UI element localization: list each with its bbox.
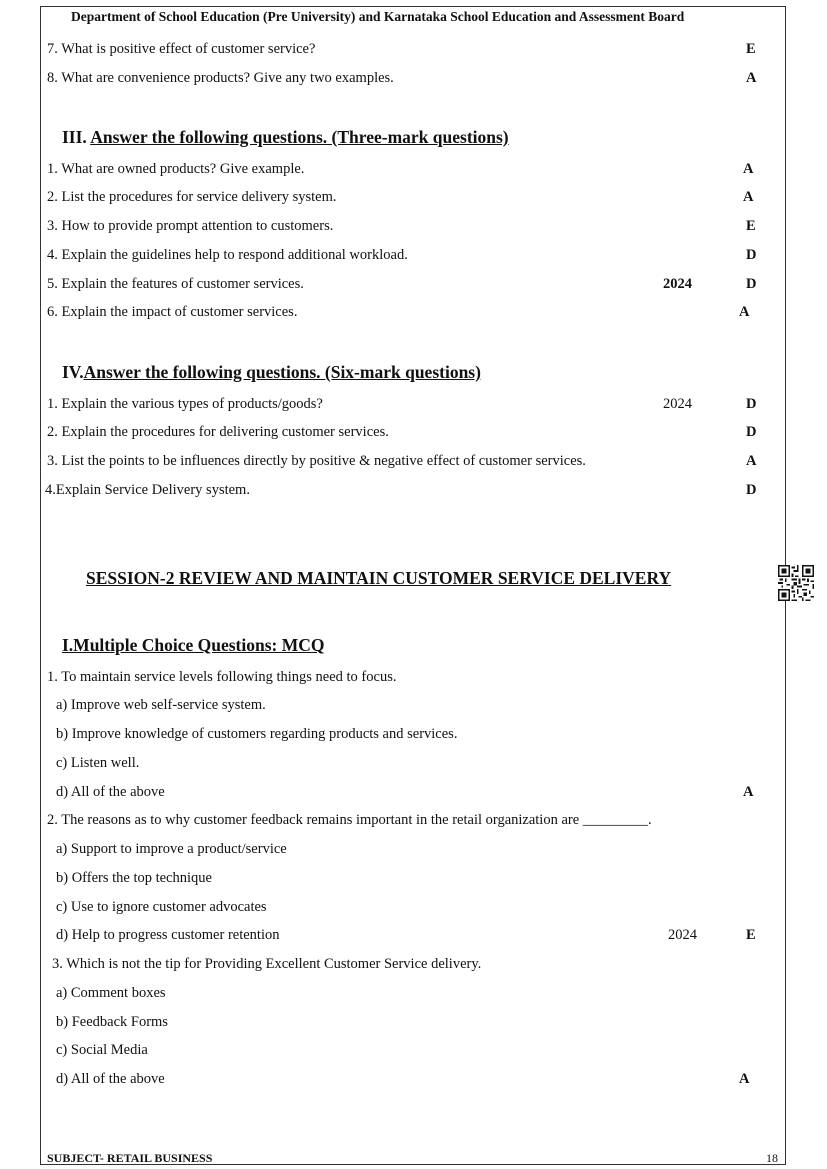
question-text: 5. Explain the features of customer services. bbox=[47, 276, 304, 292]
answer-mark: E bbox=[746, 41, 756, 57]
option-text: c) Listen well. bbox=[56, 755, 140, 771]
answer-mark: A bbox=[739, 1071, 750, 1087]
question-text: 7. What is positive effect of customer service? bbox=[47, 41, 316, 57]
question-text: 4. Explain the guidelines help to respond additional workload. bbox=[47, 247, 408, 263]
year-label: 2024 bbox=[663, 276, 692, 292]
option-text: d) All of the above bbox=[56, 1071, 165, 1087]
page-header: Department of School Education (Pre University) and Karnataka School Education and Assessment Board bbox=[71, 9, 685, 24]
option-text: b) Feedback Forms bbox=[56, 1014, 168, 1030]
section-heading-six-mark bbox=[62, 362, 481, 383]
question-text: 2. List the procedures for service delivery system. bbox=[47, 189, 337, 205]
answer-mark: D bbox=[746, 482, 757, 498]
option-text: a) Support to improve a product/service bbox=[56, 841, 287, 857]
question-text: 1. What are owned products? Give example. bbox=[47, 161, 305, 177]
section-title: Answer the following questions. (Six-mark questions) bbox=[83, 362, 481, 382]
section-heading-three-mark bbox=[62, 127, 509, 148]
question-text: 8. What are convenience products? Give any two examples. bbox=[47, 70, 394, 86]
option-text: b) Improve knowledge of customers regarding products and services. bbox=[56, 726, 458, 742]
answer-mark: A bbox=[743, 189, 754, 205]
answer-mark: A bbox=[743, 161, 754, 177]
answer-mark: E bbox=[746, 927, 756, 943]
option-text: a) Improve web self-service system. bbox=[56, 697, 266, 713]
answer-mark: D bbox=[746, 424, 757, 440]
section-number: IV. bbox=[62, 362, 84, 382]
footer-subject: SUBJECT- RETAIL BUSINESS bbox=[47, 1151, 213, 1165]
answer-mark: A bbox=[743, 784, 754, 800]
answer-mark: D bbox=[746, 247, 757, 263]
year-label: 2024 bbox=[663, 396, 692, 412]
option-text: c) Use to ignore customer advocates bbox=[56, 899, 267, 915]
option-text: c) Social Media bbox=[56, 1042, 148, 1058]
question-text: 3. How to provide prompt attention to customers. bbox=[47, 218, 334, 234]
mcq-heading: I.Multiple Choice Questions: MCQ bbox=[62, 635, 325, 655]
answer-mark: A bbox=[739, 304, 750, 320]
section-number: III. bbox=[62, 127, 87, 147]
qr-code-icon bbox=[778, 565, 814, 601]
answer-mark: D bbox=[746, 396, 757, 412]
option-text: b) Offers the top technique bbox=[56, 870, 212, 886]
year-label: 2024 bbox=[668, 927, 697, 943]
question-text: 2. The reasons as to why customer feedback remains important in the retail organization are _________. bbox=[47, 812, 652, 828]
answer-mark: E bbox=[746, 218, 756, 234]
option-text: a) Comment boxes bbox=[56, 985, 166, 1001]
session-title: SESSION-2 REVIEW AND MAINTAIN CUSTOMER SERVICE DELIVERY bbox=[86, 568, 672, 588]
question-text: 1. To maintain service levels following things need to focus. bbox=[47, 669, 397, 685]
question-text: 4.Explain Service Delivery system. bbox=[45, 482, 250, 498]
question-text: 1. Explain the various types of products/goods? bbox=[47, 396, 323, 412]
question-text: 6. Explain the impact of customer services. bbox=[47, 304, 298, 320]
option-text: d) Help to progress customer retention bbox=[56, 927, 280, 943]
option-text: d) All of the above bbox=[56, 784, 165, 800]
question-text: 3. List the points to be influences directly by positive & negative effect of customer services. bbox=[47, 453, 586, 469]
question-text: 3. Which is not the tip for Providing Excellent Customer Service delivery. bbox=[52, 956, 482, 972]
answer-mark: A bbox=[746, 70, 757, 86]
answer-mark: A bbox=[746, 453, 757, 469]
answer-mark: D bbox=[746, 276, 757, 292]
question-text: 2. Explain the procedures for delivering customer services. bbox=[47, 424, 389, 440]
page-number: 18 bbox=[766, 1151, 778, 1165]
section-title: Answer the following questions. (Three-mark questions) bbox=[90, 127, 509, 147]
